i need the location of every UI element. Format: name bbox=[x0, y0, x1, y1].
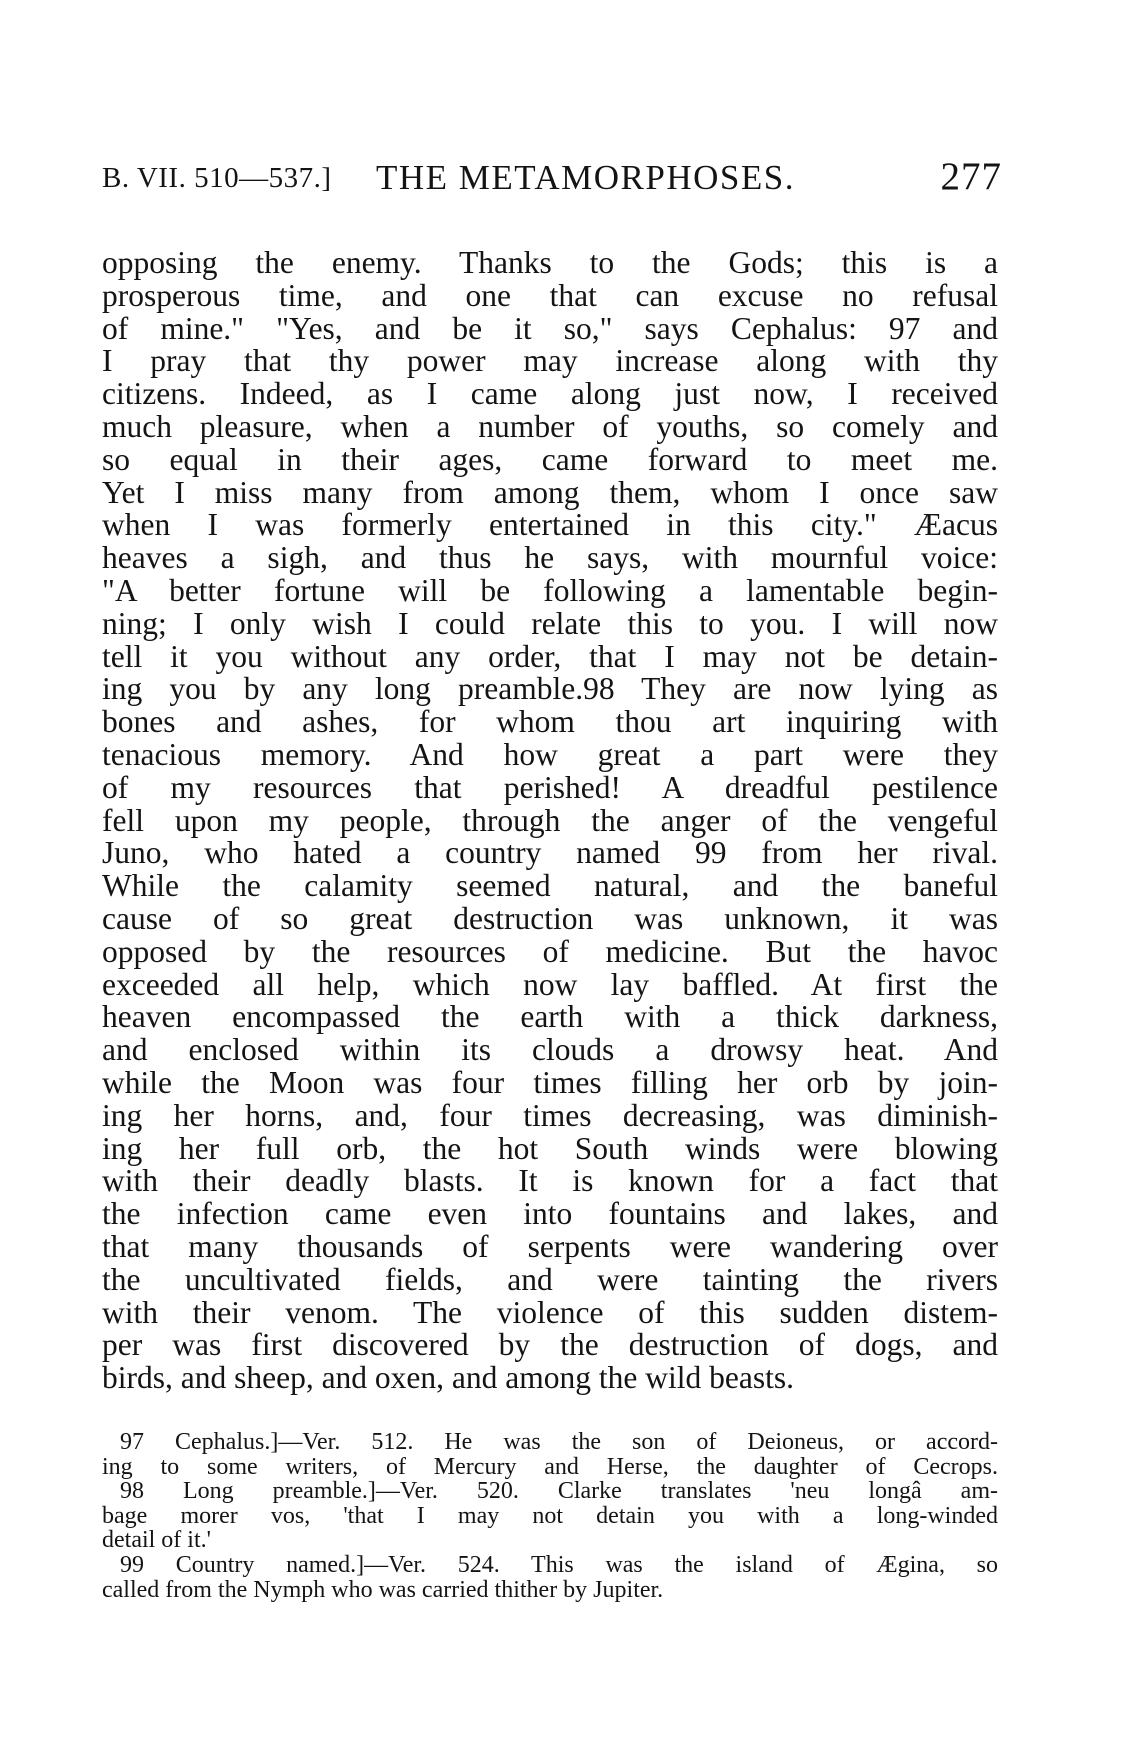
footnote-line: ing to some writers, of Mercury and Herse, the daughter of Cecrops. bbox=[102, 1453, 998, 1480]
book-line-reference: B. VII. 510—537.] bbox=[102, 162, 332, 194]
footnote-97: 97 Cephalus.]—Ver. 512. He was the son of Deioneus, or accord- bbox=[120, 1429, 998, 1455]
text-line: Yet I miss many from among them, whom I once saw bbox=[102, 474, 998, 510]
footnotes bbox=[102, 1430, 998, 1602]
text-line: "A better fortune will be following a lamentable begin- bbox=[102, 572, 998, 608]
text-line: much pleasure, when a number of youths, so comely and bbox=[102, 408, 998, 444]
text-line: of my resources that perished! A dreadful pestilence bbox=[102, 769, 998, 805]
text-line: with their venom. The violence of this sudden distem- bbox=[102, 1294, 998, 1330]
footnote-line: bage morer vos, 'that I may not detain you with a long-winded bbox=[102, 1502, 998, 1529]
text-line: ing you by any long preamble.98 They are now lying as bbox=[102, 671, 998, 707]
text-line: ning; I only wish I could relate this to you. I will now bbox=[102, 605, 998, 641]
text-line: birds, and sheep, and oxen, and among the wild beasts. bbox=[102, 1360, 794, 1396]
text-line: cause of so great destruction was unknown, it was bbox=[102, 900, 998, 936]
main-text bbox=[102, 247, 998, 1395]
text-line: exceeded all help, which now lay baffled. At first the bbox=[102, 966, 998, 1002]
text-line: with their deadly blasts. It is known for a fact that bbox=[102, 1163, 998, 1199]
text-line: ing her full orb, the hot South winds were blowing bbox=[102, 1130, 998, 1166]
text-line: opposing the enemy. Thanks to the Gods; this is a bbox=[102, 245, 998, 280]
text-line: prosperous time, and one that can excuse no refusal bbox=[102, 277, 998, 313]
text-line: ing her horns, and, four times decreasing, was diminish- bbox=[102, 1097, 998, 1133]
running-title: THE METAMORPHOSES. bbox=[376, 158, 795, 197]
footnote-98: 98 Long preamble.]—Ver. 520. Clarke translates 'neu longâ am- bbox=[120, 1478, 998, 1505]
text-line: Juno, who hated a country named 99 from her rival. bbox=[102, 835, 998, 871]
text-line: citizens. Indeed, as I came along just now, I received bbox=[102, 376, 998, 412]
text-line: when I was formerly entertained in this city." Æacus bbox=[102, 507, 998, 543]
running-header bbox=[102, 140, 1002, 200]
text-line: bones and ashes, for whom thou art inquiring with bbox=[102, 704, 998, 740]
text-line: tell it you without any order, that I may not be detain- bbox=[102, 638, 998, 674]
text-line: of mine." "Yes, and be it so," says Cephalus: 97 and bbox=[102, 310, 998, 346]
text-line: per was first discovered by the destruction of dogs, and bbox=[102, 1327, 998, 1363]
text-line: the uncultivated fields, and were tainting the rivers bbox=[102, 1261, 998, 1297]
page-number: 277 bbox=[940, 155, 1002, 198]
text-line: and enclosed within its clouds a drowsy heat. And bbox=[102, 1032, 998, 1068]
text-line: I pray that thy power may increase along with thy bbox=[102, 343, 998, 379]
footnote-99: 99 Country named.]—Ver. 524. This was the island of Ægina, so bbox=[120, 1551, 998, 1578]
text-line: while the Moon was four times filling her orb by join- bbox=[102, 1064, 998, 1100]
footnote-line: detail of it.' bbox=[102, 1527, 211, 1554]
text-line: that many thousands of serpents were wandering over bbox=[102, 1228, 998, 1264]
text-line: opposed by the resources of medicine. But the havoc bbox=[102, 933, 998, 969]
text-line: tenacious memory. And how great a part were they bbox=[102, 736, 998, 772]
text-line: While the calamity seemed natural, and the baneful bbox=[102, 868, 998, 904]
text-line: fell upon my people, through the anger of the vengeful bbox=[102, 802, 998, 838]
text-line: heaves a sigh, and thus he says, with mournful voice: bbox=[102, 540, 998, 576]
text-line: so equal in their ages, came forward to meet me. bbox=[102, 441, 998, 477]
text-line: heaven encompassed the earth with a thick darkness, bbox=[102, 999, 998, 1035]
footnote-line: called from the Nymph who was carried thither by Jupiter. bbox=[102, 1576, 664, 1603]
text-line: the infection came even into fountains and lakes, and bbox=[102, 1196, 998, 1232]
